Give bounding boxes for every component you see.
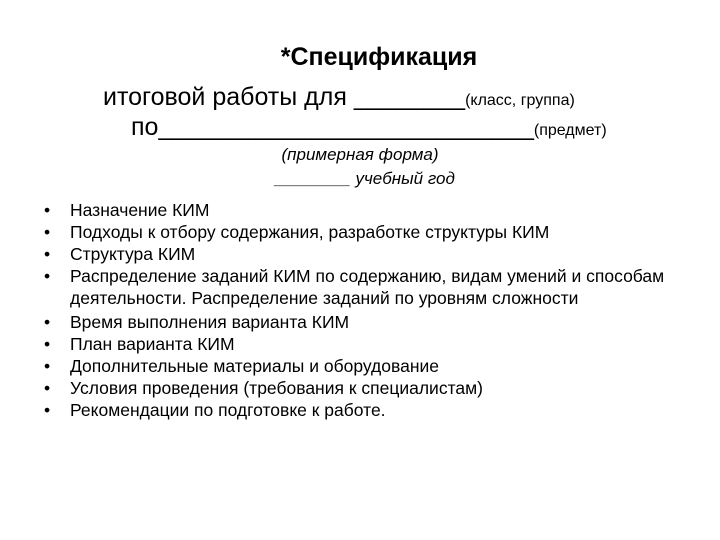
- list-item-text: Рекомендации по подготовке к работе.: [70, 400, 386, 420]
- list-item-text: Условия проведения (требования к специалистам): [70, 378, 483, 398]
- page-title: *Спецификация: [280, 43, 478, 71]
- list-item: [44, 265, 674, 309]
- bullet-icon: •: [44, 222, 51, 242]
- list-item: [44, 355, 674, 377]
- list-item: [44, 221, 674, 243]
- form-note: (примерная форма): [281, 145, 439, 164]
- bullet-icon: •: [44, 244, 51, 264]
- subtitle-text: итоговой работы для ________: [103, 83, 466, 111]
- bullet-icon: •: [44, 266, 51, 286]
- bullet-icon: •: [44, 312, 51, 332]
- subtitle-line-subject: [131, 112, 607, 146]
- list-item: [44, 399, 674, 421]
- bullet-icon: •: [44, 356, 51, 376]
- list-item-text: План варианта КИМ: [70, 334, 235, 354]
- year-line: ________ учебный год: [275, 169, 455, 188]
- subject-text: по___________________________: [131, 113, 534, 141]
- list-item-text: Распределение заданий КИМ по содержанию, видам умений и способам деятельности. Распределение заданий по уровням сложности: [70, 266, 665, 308]
- list-item-text: Назначение КИМ: [70, 200, 210, 220]
- subject-note: (предмет): [533, 122, 607, 139]
- bullet-list: [44, 199, 674, 421]
- bullet-icon: •: [44, 400, 51, 420]
- list-item: [44, 377, 674, 399]
- list-item-text: Подходы к отбору содержания, разработке структуры КИМ: [70, 222, 550, 242]
- list-item-text: Время выполнения варианта КИМ: [70, 312, 350, 332]
- list-item: [44, 311, 674, 333]
- list-item: [44, 199, 674, 221]
- list-item-text: Структура КИМ: [70, 244, 196, 264]
- bullet-icon: •: [44, 200, 51, 220]
- list-item-text: Дополнительные материалы и оборудование: [70, 356, 439, 376]
- list-item: [44, 333, 674, 355]
- class-group-note: (класс, группа): [465, 92, 575, 109]
- list-item: [44, 243, 674, 265]
- bullet-icon: •: [44, 334, 51, 354]
- bullet-icon: •: [44, 378, 51, 398]
- subtitle-line-class: [103, 82, 575, 116]
